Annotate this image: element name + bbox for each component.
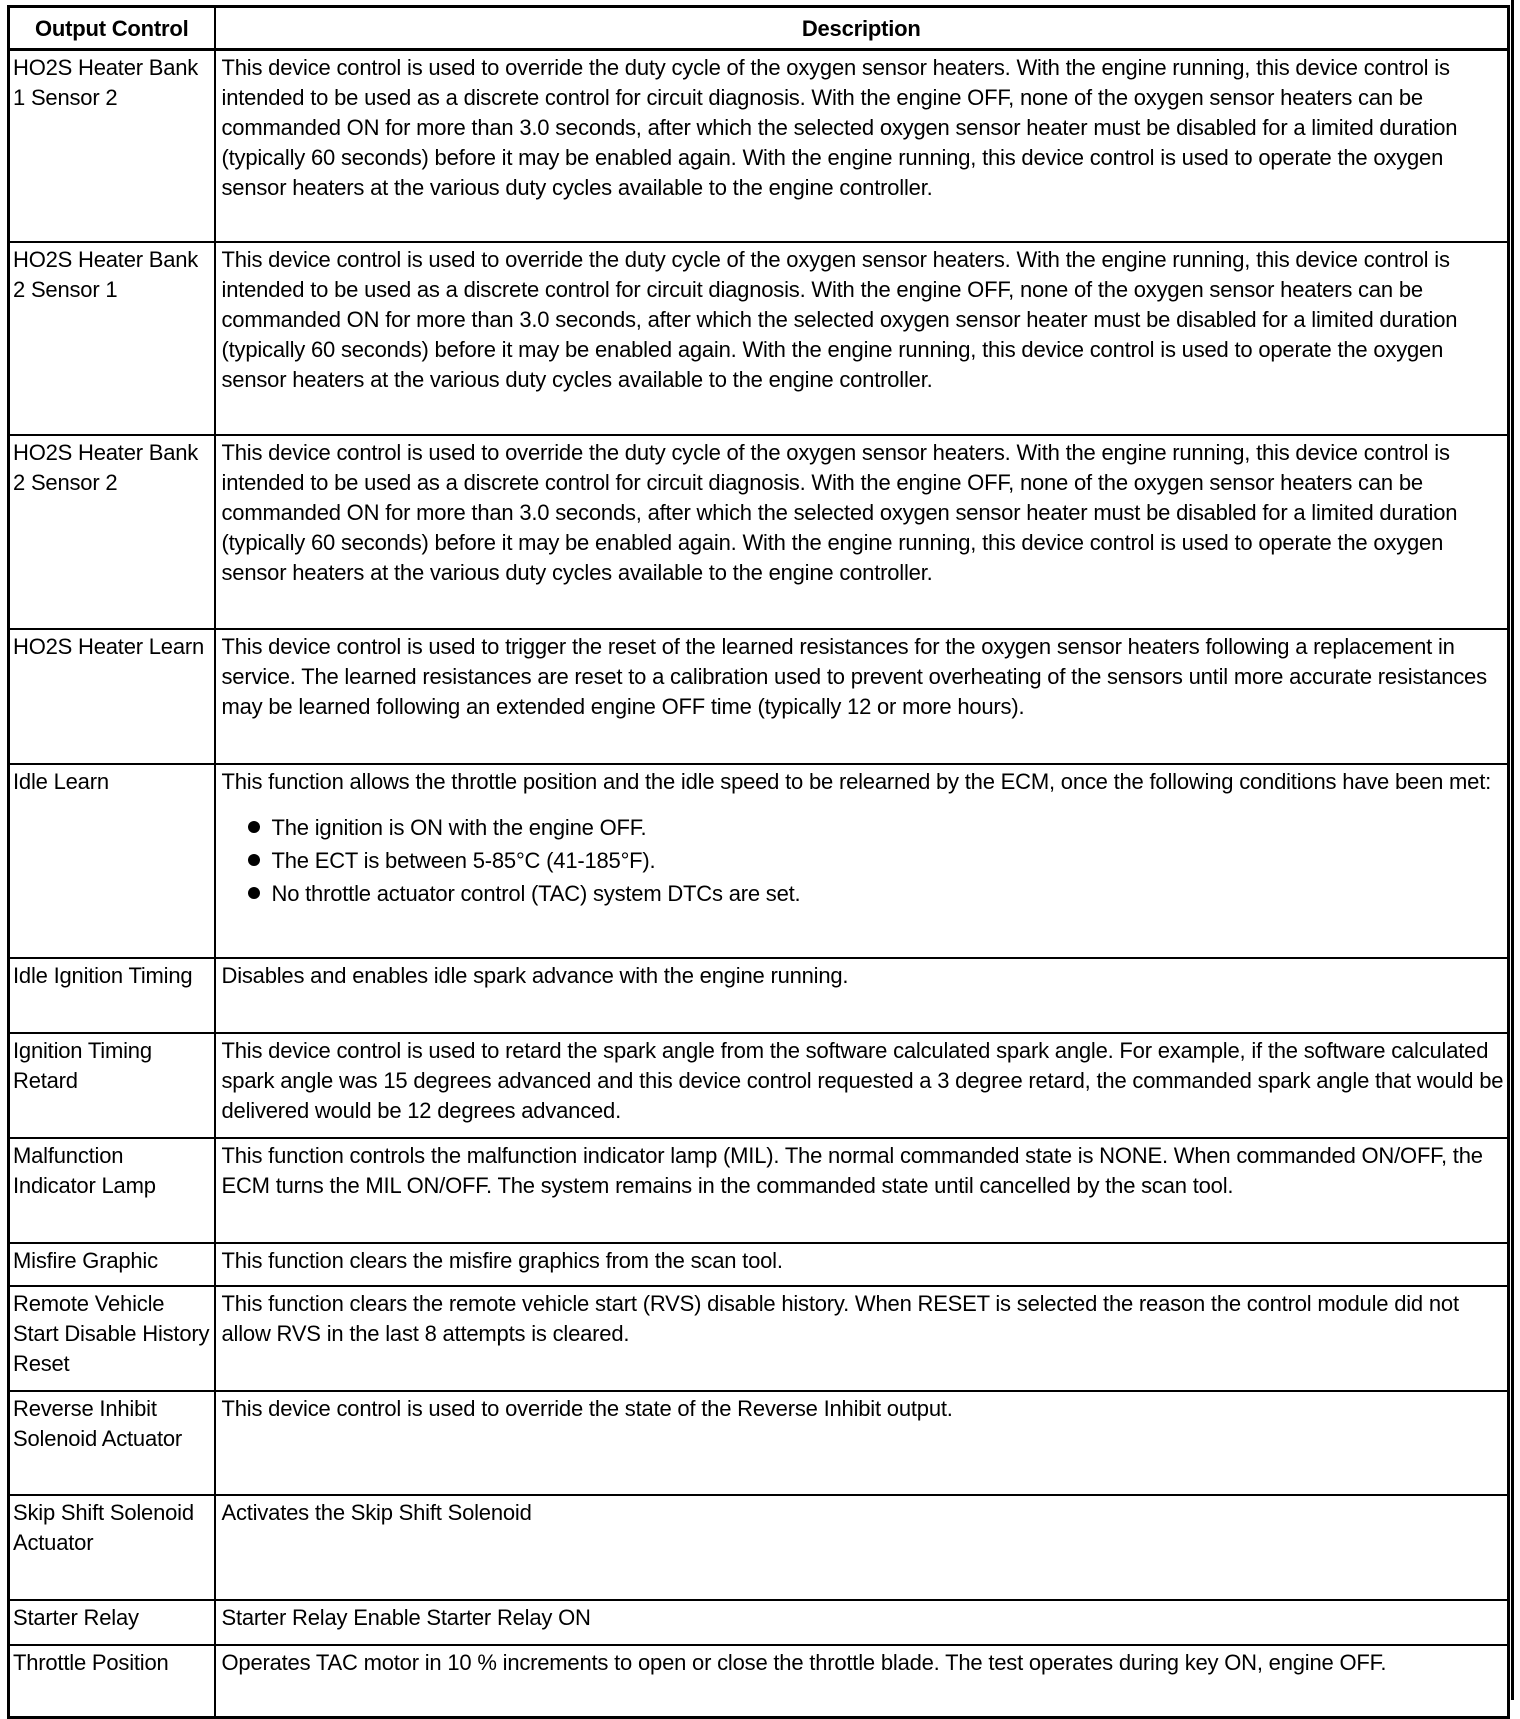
table-row — [9, 1033, 1509, 1138]
output-control-table — [7, 5, 1510, 1719]
condition-item — [222, 811, 1506, 844]
bullet-icon — [248, 887, 260, 899]
header-description: Description — [215, 7, 1509, 50]
output-control-name: HO2S Heater Learn — [9, 629, 215, 764]
output-control-description: This device control is used to override the duty cycle of the oxygen sensor heaters. With the engine running, this device control is intended to be used as a discrete control for circuit diagnosis. With the engine OFF, none of the oxygen sensor heaters can be commanded ON for more than 3.0 seconds, after which the selected oxygen sensor heater must be disabled for a limited duration (typically 60 seconds) before it may be enabled again. With the engine running, this device control is used to operate the oxygen sensor heaters at the various duty cycles available to the engine controller. — [215, 242, 1509, 435]
table-row — [9, 958, 1509, 1033]
conditions-list — [222, 811, 1506, 910]
output-control-name: Idle Learn — [9, 764, 215, 958]
output-control-name: Throttle Position — [9, 1645, 215, 1718]
output-control-name: HO2S Heater Bank 2 Sensor 1 — [9, 242, 215, 435]
output-control-name: Ignition Timing Retard — [9, 1033, 215, 1138]
bullet-icon — [248, 854, 260, 866]
table-row — [9, 50, 1509, 243]
table-header-row — [9, 7, 1509, 50]
bullet-icon — [248, 821, 260, 833]
output-control-description: This device control is used to override the duty cycle of the oxygen sensor heaters. With the engine running, this device control is intended to be used as a discrete control for circuit diagnosis. With the engine OFF, none of the oxygen sensor heaters can be commanded ON for more than 3.0 seconds, after which the selected oxygen sensor heater must be disabled for a limited duration (typically 60 seconds) before it may be enabled again. With the engine running, this device control is used to operate the oxygen sensor heaters at the various duty cycles available to the engine controller. — [215, 50, 1509, 243]
table-row — [9, 1243, 1509, 1286]
output-control-name: HO2S Heater Bank 2 Sensor 2 — [9, 435, 215, 629]
output-control-description: This function allows the throttle position and the idle speed to be relearned by the ECM, once the following conditions have been met: — [221, 769, 1492, 794]
output-control-name: Reverse Inhibit Solenoid Actuator — [9, 1391, 215, 1495]
output-control-name: HO2S Heater Bank 1 Sensor 2 — [9, 50, 215, 243]
header-output-control: Output Control — [9, 7, 215, 50]
output-control-description-cell — [215, 764, 1509, 958]
condition-item — [222, 877, 1506, 910]
output-control-name: Starter Relay — [9, 1600, 215, 1645]
condition-item — [222, 844, 1506, 877]
output-control-name: Remote Vehicle Start Disable History Reset — [9, 1286, 215, 1391]
page-edge-line — [1511, 0, 1514, 1700]
condition-text: The ignition is ON with the engine OFF. — [271, 815, 647, 840]
table-row — [9, 1391, 1509, 1495]
output-control-description: This device control is used to retard the spark angle from the software calculated spark angle. For example, if the software calculated spark angle was 15 degrees advanced and this device control requested a 3 degree retard, the commanded spark angle that would be delivered would be 12 degrees advanced. — [215, 1033, 1509, 1138]
output-control-description: This function controls the malfunction indicator lamp (MIL). The normal commanded state is NONE. When commanded ON/OFF, the ECM turns the MIL ON/OFF. The system remains in the commanded state until cancelled by the scan tool. — [215, 1138, 1509, 1243]
table-row — [9, 1600, 1509, 1645]
condition-text: No throttle actuator control (TAC) system DTCs are set. — [271, 881, 801, 906]
table-row — [9, 435, 1509, 629]
output-control-description: Disables and enables idle spark advance with the engine running. — [215, 958, 1509, 1033]
output-control-description: This device control is used to override the duty cycle of the oxygen sensor heaters. With the engine running, this device control is intended to be used as a discrete control for circuit diagnosis. With the engine OFF, none of the oxygen sensor heaters can be commanded ON for more than 3.0 seconds, after which the selected oxygen sensor heater must be disabled for a limited duration (typically 60 seconds) before it may be enabled again. With the engine running, this device control is used to operate the oxygen sensor heaters at the various duty cycles available to the engine controller. — [215, 435, 1509, 629]
table-row — [9, 1495, 1509, 1600]
output-control-name: Malfunction Indicator Lamp — [9, 1138, 215, 1243]
output-control-description: Activates the Skip Shift Solenoid — [215, 1495, 1509, 1600]
table-row — [9, 629, 1509, 764]
output-control-description: Operates TAC motor in 10 % increments to open or close the throttle blade. The test operates during key ON, engine OFF. — [215, 1645, 1509, 1718]
output-control-description: This function clears the misfire graphics from the scan tool. — [215, 1243, 1509, 1286]
table-row — [9, 1645, 1509, 1718]
table-row — [9, 1138, 1509, 1243]
output-control-description: This device control is used to trigger the reset of the learned resistances for the oxygen sensor heaters following a replacement in service. The learned resistances are reset to a calibration used to prevent overheating of the sensors until more accurate resistances may be learned following an extended engine OFF time (typically 12 or more hours). — [215, 629, 1509, 764]
table-row — [9, 242, 1509, 435]
output-control-description: This device control is used to override the state of the Reverse Inhibit output. — [215, 1391, 1509, 1495]
table-row — [9, 764, 1509, 958]
output-control-description: Starter Relay Enable Starter Relay ON — [215, 1600, 1509, 1645]
table-row — [9, 1286, 1509, 1391]
output-control-name: Skip Shift Solenoid Actuator — [9, 1495, 215, 1600]
output-control-name: Idle Ignition Timing — [9, 958, 215, 1033]
condition-text: The ECT is between 5-85°C (41-185°F). — [271, 848, 656, 873]
output-control-name: Misfire Graphic — [9, 1243, 215, 1286]
output-control-description: This function clears the remote vehicle start (RVS) disable history. When RESET is selected the reason the control module did not allow RVS in the last 8 attempts is cleared. — [215, 1286, 1509, 1391]
